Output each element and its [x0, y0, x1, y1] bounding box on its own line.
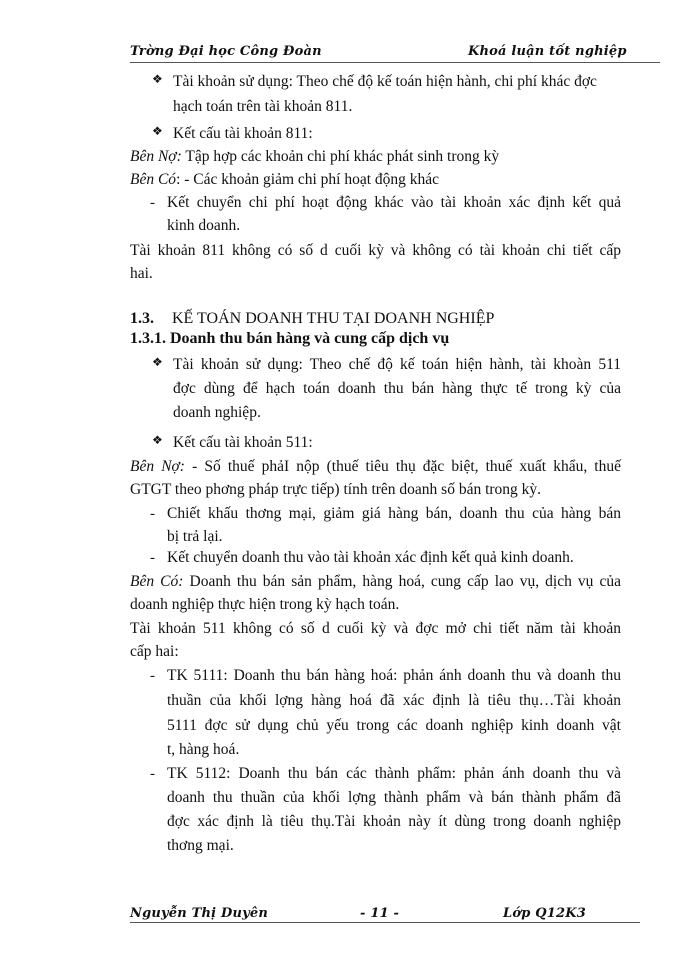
footer-class: Lớp Q12K3: [503, 906, 586, 921]
paragraph-line: Kết cấu tài khoản 511:: [173, 434, 313, 451]
paragraph-line: cấp hai:: [130, 643, 179, 660]
paragraph-line: Tài khoản 511 không có số d cuối kỳ và đợc mở chi tiết năm tài khoản: [130, 620, 621, 637]
paragraph-line: Tài khoản 811 không có số d cuối kỳ và không có tài khoản chi tiết cấp: [130, 242, 621, 259]
dash-bullet-icon: -: [150, 506, 155, 522]
diamond-bullet-icon: ❖: [152, 433, 163, 447]
diamond-bullet-icon: ❖: [152, 124, 163, 138]
paragraph-line: thơng mại.: [167, 837, 234, 854]
credit-text: : - Các khoản giảm chi phí hoạt động khác: [176, 171, 440, 188]
credit-line: [130, 170, 439, 190]
credit-label: Bên Có: [130, 171, 177, 188]
dash-bullet-icon: -: [150, 766, 155, 782]
paragraph-line: đợc xác định là tiêu thụ.Tài khoản này ít dùng trong doanh nghiệp: [167, 813, 621, 830]
header-school: Trờng Đại học Công Đoàn: [130, 44, 322, 59]
diamond-bullet-icon: ❖: [152, 355, 163, 369]
section-heading: [130, 309, 494, 329]
debit-label: Bên Nợ:: [130, 148, 182, 165]
paragraph-line: Kết cấu tài khoản 811:: [173, 125, 313, 142]
credit-text: Doanh thu bán sản phẩm, hàng hoá, cung cấp lao vụ, dịch vụ của: [183, 573, 621, 590]
debit-label: Bên Nợ:: [130, 458, 185, 475]
paragraph-line: Tài khoản sử dụng: Theo chế độ kế toán hiện hành, tài khoàn 511: [173, 356, 621, 373]
paragraph-line: đợc dùng để hạch toán doanh thu bán hàng thực tế trong kỳ của: [173, 380, 621, 397]
paragraph-line: bị trả lại.: [167, 528, 223, 545]
paragraph-line: Tài khoản sử dụng: Theo chế độ kế toán hiện hành, chi phí khác đợc: [173, 73, 597, 90]
credit-line: [130, 572, 621, 592]
paragraph-line: doanh nghiệp.: [173, 404, 261, 421]
debit-text: - Số thuế phảI nộp (thuế tiêu thụ đặc biệt, thuế xuất khẩu, thuế: [184, 458, 621, 475]
paragraph-line: Kết chuyển doanh thu vào tài khoản xác định kết quả kinh doanh.: [167, 549, 574, 566]
paragraph-line: Kết chuyển chi phí hoạt động khác vào tài khoản xác định kết quả: [167, 194, 621, 211]
paragraph-line: thuần của khối lợng hàng hoá đã xác định là tiêu thụ…Tài khoản: [167, 692, 621, 709]
paragraph-line: doanh thu thuần của khối lợng thành phẩm và bán thành phẩm đã: [167, 789, 621, 806]
header-thesis-title: Khoá luận tốt nghiệp: [468, 44, 627, 59]
section-title: KẾ TOÁN DOANH THU TẠI DOANH NGHIỆP: [172, 310, 495, 327]
subsection-heading: 1.3.1. Doanh thu bán hàng và cung cấp dịch vụ: [130, 330, 450, 347]
paragraph-line: hạch toán trên tài khoản 811.: [173, 98, 353, 115]
paragraph-line: Chiết khấu thơng mại, giảm giá hàng bán, doanh thu của hàng bán: [167, 505, 621, 522]
debit-line: [130, 147, 499, 167]
debit-text: Tập hợp các khoản chi phí khác phát sinh trong kỳ: [181, 148, 500, 165]
paragraph-line: t, hàng hoá.: [167, 741, 240, 758]
footer-author: Nguyễn Thị Duyên: [130, 906, 269, 921]
paragraph-line: kinh doanh.: [167, 217, 241, 234]
credit-label: Bên Có:: [130, 573, 184, 590]
page-number: - 11 -: [360, 906, 400, 921]
paragraph-line: hai.: [130, 265, 153, 282]
dash-bullet-icon: -: [150, 550, 155, 566]
paragraph-line: TK 5112: Doanh thu bán các thành phẩm: phản ánh doanh thu và: [167, 765, 621, 782]
paragraph-line: TK 5111: Doanh thu bán hàng hoá: phản ánh doanh thu và doanh thu: [167, 667, 621, 684]
paragraph-line: 5111 đợc sử dụng chủ yếu trong các doanh nghiệp kinh doanh vật: [167, 717, 621, 734]
debit-line: [130, 457, 621, 477]
page-footer: [130, 906, 640, 923]
paragraph-line: doanh nghiệp thực hiện trong kỳ hạch toán.: [130, 596, 400, 613]
dash-bullet-icon: -: [150, 195, 155, 211]
section-number: 1.3.: [130, 310, 154, 327]
dash-bullet-icon: -: [150, 668, 155, 684]
paragraph-line: GTGT theo phơng pháp trực tiếp) tính trên doanh số bán trong kỳ.: [130, 481, 542, 498]
page-header: [130, 44, 660, 63]
diamond-bullet-icon: ❖: [152, 72, 163, 86]
